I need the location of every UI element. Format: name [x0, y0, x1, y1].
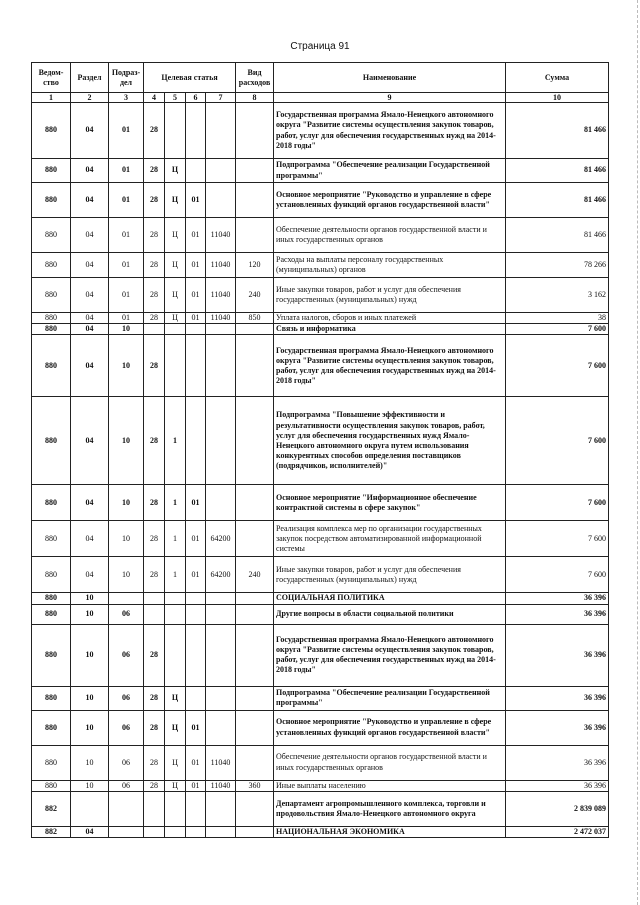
table-row — [32, 278, 609, 313]
cell-razdel: 10 — [71, 780, 109, 791]
cell-target-subprogram — [165, 335, 186, 397]
scan-edge — [634, 0, 638, 905]
cell-target-activity: 01 — [186, 278, 206, 313]
cell-expense-type — [236, 218, 274, 253]
cell-expense-type: 240 — [236, 557, 274, 593]
cell-name: Основное мероприятие "Руководство и управление в сфере установленных функций органов государственной власти" — [274, 183, 506, 218]
column-number: 6 — [186, 93, 206, 103]
cell-target-activity — [186, 335, 206, 397]
cell-expense-type — [236, 826, 274, 837]
cell-target-activity — [186, 103, 206, 159]
cell-expense-type: 850 — [236, 313, 274, 324]
cell-name: Государственная программа Ямало-Ненецкого автономного округа "Развитие системы осуществления закупок товаров, работ, услуг для обеспечения государственных нужд на 2014-2018 годы" — [274, 103, 506, 159]
cell-podrazdel: 10 — [109, 324, 144, 335]
cell-sum: 7 600 — [506, 521, 609, 557]
cell-target-subprogram: Ц — [165, 183, 186, 218]
cell-podrazdel: 01 — [109, 313, 144, 324]
cell-expense-type — [236, 686, 274, 710]
table-row — [32, 745, 609, 780]
cell-vedomstvo: 882 — [32, 791, 71, 826]
cell-target-activity: 01 — [186, 521, 206, 557]
cell-target-direction — [206, 335, 236, 397]
cell-target-subprogram: Ц — [165, 159, 186, 183]
cell-target-subprogram — [165, 826, 186, 837]
cell-razdel: 10 — [71, 604, 109, 624]
cell-razdel: 04 — [71, 324, 109, 335]
table-row — [32, 780, 609, 791]
cell-name: Основное мероприятие "Руководство и управление в сфере установленных функций органов государственной власти" — [274, 710, 506, 745]
cell-name: Подпрограмма "Повышение эффективности и результативности осуществления закупок товаров, работ, услуг для обеспечения государственных нужд Ямало-Ненецкого автономного округа путем использования конкурентных способов определения поставщиков (подрядчиков, исполнителей)" — [274, 397, 506, 485]
table-row — [32, 313, 609, 324]
cell-expense-type — [236, 593, 274, 604]
cell-target-subprogram — [165, 791, 186, 826]
cell-podrazdel: 06 — [109, 780, 144, 791]
cell-target-direction — [206, 710, 236, 745]
cell-name: Уплата налогов, сборов и иных платежей — [274, 313, 506, 324]
cell-name: Подпрограмма "Обеспечение реализации Государственной программы" — [274, 159, 506, 183]
cell-target-direction — [206, 183, 236, 218]
header-expense-type: Вид расходов — [236, 63, 274, 93]
column-number: 10 — [506, 93, 609, 103]
cell-name: Другие вопросы в области социальной политики — [274, 604, 506, 624]
table-row — [32, 557, 609, 593]
cell-expense-type — [236, 324, 274, 335]
cell-vedomstvo: 880 — [32, 253, 71, 278]
cell-sum: 36 396 — [506, 624, 609, 686]
cell-vedomstvo: 882 — [32, 826, 71, 837]
cell-sum: 2 472 037 — [506, 826, 609, 837]
table-row — [32, 686, 609, 710]
column-number: 5 — [165, 93, 186, 103]
cell-sum: 7 600 — [506, 485, 609, 521]
cell-name: Реализация комплекса мер по организации государственных закупок посредством автоматизированной информационной системы — [274, 521, 506, 557]
cell-target-subprogram: Ц — [165, 780, 186, 791]
table-row — [32, 335, 609, 397]
cell-target-direction: 11040 — [206, 253, 236, 278]
cell-target-subprogram — [165, 103, 186, 159]
table-row — [32, 324, 609, 335]
cell-podrazdel — [109, 593, 144, 604]
cell-sum: 36 396 — [506, 745, 609, 780]
cell-expense-type: 360 — [236, 780, 274, 791]
cell-expense-type — [236, 791, 274, 826]
cell-razdel — [71, 791, 109, 826]
cell-razdel: 10 — [71, 686, 109, 710]
cell-razdel: 04 — [71, 826, 109, 837]
table-row — [32, 604, 609, 624]
cell-name: НАЦИОНАЛЬНАЯ ЭКОНОМИКА — [274, 826, 506, 837]
cell-expense-type — [236, 397, 274, 485]
cell-razdel: 04 — [71, 253, 109, 278]
column-number: 8 — [236, 93, 274, 103]
cell-target-activity — [186, 604, 206, 624]
cell-target-program — [144, 826, 165, 837]
header-target-article: Целевая статья — [144, 63, 236, 93]
cell-sum: 7 600 — [506, 397, 609, 485]
table-row — [32, 103, 609, 159]
cell-sum: 7 600 — [506, 324, 609, 335]
cell-target-program: 28 — [144, 159, 165, 183]
cell-name: Основное мероприятие "Информационное обеспечение контрактной системы в сфере закупок" — [274, 485, 506, 521]
cell-target-direction — [206, 593, 236, 604]
cell-target-direction: 11040 — [206, 745, 236, 780]
cell-target-program: 28 — [144, 218, 165, 253]
cell-target-program: 28 — [144, 397, 165, 485]
cell-razdel: 04 — [71, 183, 109, 218]
cell-expense-type — [236, 103, 274, 159]
cell-expense-type — [236, 624, 274, 686]
cell-target-program: 28 — [144, 103, 165, 159]
cell-razdel: 10 — [71, 624, 109, 686]
cell-target-direction: 64200 — [206, 521, 236, 557]
column-number: 7 — [206, 93, 236, 103]
column-number: 4 — [144, 93, 165, 103]
cell-target-subprogram: Ц — [165, 710, 186, 745]
cell-expense-type — [236, 604, 274, 624]
cell-target-subprogram: Ц — [165, 313, 186, 324]
table-row — [32, 826, 609, 837]
cell-razdel: 04 — [71, 103, 109, 159]
cell-vedomstvo: 880 — [32, 780, 71, 791]
cell-target-activity: 01 — [186, 710, 206, 745]
cell-target-activity: 01 — [186, 485, 206, 521]
cell-podrazdel: 01 — [109, 218, 144, 253]
header-name: Наименование — [274, 63, 506, 93]
cell-sum: 78 266 — [506, 253, 609, 278]
cell-name: СОЦИАЛЬНАЯ ПОЛИТИКА — [274, 593, 506, 604]
cell-vedomstvo: 880 — [32, 557, 71, 593]
table-row — [32, 485, 609, 521]
header-sum: Сумма — [506, 63, 609, 93]
cell-razdel: 04 — [71, 159, 109, 183]
cell-target-program: 28 — [144, 710, 165, 745]
cell-target-direction: 11040 — [206, 313, 236, 324]
table-row — [32, 183, 609, 218]
cell-target-activity — [186, 826, 206, 837]
table-row — [32, 624, 609, 686]
cell-target-direction — [206, 324, 236, 335]
cell-target-program — [144, 791, 165, 826]
cell-target-activity — [186, 791, 206, 826]
cell-expense-type — [236, 485, 274, 521]
table-row — [32, 159, 609, 183]
cell-target-subprogram: 1 — [165, 397, 186, 485]
cell-name: Иные закупки товаров, работ и услуг для обеспечения государственных (муниципальных) нужд — [274, 278, 506, 313]
cell-name: Иные выплаты населению — [274, 780, 506, 791]
cell-target-subprogram: Ц — [165, 218, 186, 253]
cell-target-activity: 01 — [186, 218, 206, 253]
cell-target-activity — [186, 686, 206, 710]
cell-razdel: 04 — [71, 397, 109, 485]
cell-vedomstvo: 880 — [32, 521, 71, 557]
cell-target-subprogram — [165, 604, 186, 624]
cell-razdel: 04 — [71, 313, 109, 324]
column-number: 3 — [109, 93, 144, 103]
cell-target-activity — [186, 397, 206, 485]
cell-name: Обеспечение деятельности органов государственной власти и иных государственных органов — [274, 745, 506, 780]
cell-podrazdel: 06 — [109, 604, 144, 624]
cell-target-direction: 11040 — [206, 780, 236, 791]
cell-target-activity — [186, 159, 206, 183]
cell-target-direction: 11040 — [206, 218, 236, 253]
cell-target-program: 28 — [144, 780, 165, 791]
cell-target-direction — [206, 604, 236, 624]
cell-target-subprogram: 1 — [165, 521, 186, 557]
cell-target-subprogram — [165, 324, 186, 335]
cell-podrazdel: 10 — [109, 521, 144, 557]
cell-name: Расходы на выплаты персоналу государственных (муниципальных) органов — [274, 253, 506, 278]
cell-podrazdel: 06 — [109, 686, 144, 710]
header-row — [32, 63, 609, 93]
cell-sum: 36 396 — [506, 780, 609, 791]
table-row — [32, 593, 609, 604]
cell-target-subprogram: 1 — [165, 557, 186, 593]
cell-name: Связь и информатика — [274, 324, 506, 335]
cell-target-program: 28 — [144, 745, 165, 780]
cell-podrazdel: 10 — [109, 485, 144, 521]
cell-name: Иные закупки товаров, работ и услуг для обеспечения государственных (муниципальных) нужд — [274, 557, 506, 593]
cell-target-activity — [186, 324, 206, 335]
cell-target-direction — [206, 159, 236, 183]
cell-target-subprogram: Ц — [165, 686, 186, 710]
cell-sum: 2 839 089 — [506, 791, 609, 826]
cell-vedomstvo: 880 — [32, 218, 71, 253]
cell-target-activity: 01 — [186, 745, 206, 780]
cell-razdel: 04 — [71, 485, 109, 521]
cell-name: Департамент агропромышленного комплекса, торговли и продовольствия Ямало-Ненецкого автономного округа — [274, 791, 506, 826]
cell-target-program: 28 — [144, 313, 165, 324]
cell-target-program: 28 — [144, 183, 165, 218]
header-podrazdel: Подраз- дел — [109, 63, 144, 93]
table-row — [32, 791, 609, 826]
cell-target-direction — [206, 485, 236, 521]
cell-sum: 36 396 — [506, 686, 609, 710]
cell-vedomstvo: 880 — [32, 397, 71, 485]
cell-name: Государственная программа Ямало-Ненецкого автономного округа "Развитие системы осуществления закупок товаров, работ, услуг для обеспечения государственных нужд на 2014-2018 годы" — [274, 335, 506, 397]
cell-podrazdel: 10 — [109, 397, 144, 485]
cell-target-activity: 01 — [186, 183, 206, 218]
cell-target-activity: 01 — [186, 313, 206, 324]
cell-target-direction — [206, 397, 236, 485]
cell-podrazdel: 06 — [109, 710, 144, 745]
cell-target-subprogram — [165, 593, 186, 604]
cell-vedomstvo: 880 — [32, 485, 71, 521]
cell-podrazdel: 06 — [109, 624, 144, 686]
cell-target-program: 28 — [144, 557, 165, 593]
cell-podrazdel — [109, 791, 144, 826]
cell-expense-type — [236, 710, 274, 745]
cell-sum: 3 162 — [506, 278, 609, 313]
cell-razdel: 04 — [71, 557, 109, 593]
cell-podrazdel: 01 — [109, 103, 144, 159]
cell-name: Подпрограмма "Обеспечение реализации Государственной программы" — [274, 686, 506, 710]
cell-target-activity: 01 — [186, 557, 206, 593]
cell-target-program: 28 — [144, 686, 165, 710]
cell-target-program — [144, 604, 165, 624]
cell-sum: 36 396 — [506, 593, 609, 604]
cell-podrazdel — [109, 826, 144, 837]
cell-vedomstvo: 880 — [32, 710, 71, 745]
cell-sum: 81 466 — [506, 159, 609, 183]
cell-expense-type — [236, 521, 274, 557]
cell-target-program: 28 — [144, 624, 165, 686]
cell-vedomstvo: 880 — [32, 624, 71, 686]
cell-sum: 36 396 — [506, 604, 609, 624]
cell-target-subprogram: Ц — [165, 253, 186, 278]
cell-podrazdel: 01 — [109, 159, 144, 183]
cell-podrazdel: 10 — [109, 335, 144, 397]
cell-podrazdel: 01 — [109, 253, 144, 278]
cell-razdel: 04 — [71, 521, 109, 557]
cell-sum: 38 — [506, 313, 609, 324]
cell-razdel: 10 — [71, 745, 109, 780]
cell-target-program: 28 — [144, 485, 165, 521]
cell-podrazdel: 01 — [109, 278, 144, 313]
cell-name: Государственная программа Ямало-Ненецкого автономного округа "Развитие системы осуществления закупок товаров, работ, услуг для обеспечения государственных нужд на 2014-2018 годы" — [274, 624, 506, 686]
cell-target-program — [144, 324, 165, 335]
column-number: 2 — [71, 93, 109, 103]
cell-expense-type — [236, 159, 274, 183]
cell-target-activity — [186, 624, 206, 686]
table-row — [32, 218, 609, 253]
cell-vedomstvo: 880 — [32, 183, 71, 218]
cell-podrazdel: 01 — [109, 183, 144, 218]
cell-razdel: 04 — [71, 335, 109, 397]
cell-name: Обеспечение деятельности органов государственной власти и иных государственных органов — [274, 218, 506, 253]
page-number: Страница 91 — [290, 41, 350, 52]
header-vedomstvo: Ведом- ство — [32, 63, 71, 93]
cell-target-subprogram: Ц — [165, 278, 186, 313]
cell-target-direction — [206, 826, 236, 837]
cell-target-program — [144, 593, 165, 604]
cell-vedomstvo: 880 — [32, 335, 71, 397]
cell-expense-type — [236, 183, 274, 218]
cell-vedomstvo: 880 — [32, 745, 71, 780]
column-number: 1 — [32, 93, 71, 103]
cell-sum: 7 600 — [506, 335, 609, 397]
cell-target-direction — [206, 791, 236, 826]
cell-target-program: 28 — [144, 335, 165, 397]
cell-target-activity: 01 — [186, 253, 206, 278]
cell-target-direction: 64200 — [206, 557, 236, 593]
cell-sum: 81 466 — [506, 218, 609, 253]
cell-expense-type — [236, 335, 274, 397]
cell-target-direction: 11040 — [206, 278, 236, 313]
cell-razdel: 10 — [71, 593, 109, 604]
cell-expense-type: 240 — [236, 278, 274, 313]
cell-target-activity: 01 — [186, 780, 206, 791]
cell-vedomstvo: 880 — [32, 686, 71, 710]
header-razdel: Раздел — [71, 63, 109, 93]
cell-podrazdel: 10 — [109, 557, 144, 593]
budget-table — [31, 62, 609, 838]
cell-target-subprogram: Ц — [165, 745, 186, 780]
table-row — [32, 253, 609, 278]
cell-sum: 7 600 — [506, 557, 609, 593]
cell-target-program: 28 — [144, 278, 165, 313]
cell-vedomstvo: 880 — [32, 324, 71, 335]
cell-sum: 36 396 — [506, 710, 609, 745]
cell-podrazdel: 06 — [109, 745, 144, 780]
table-row — [32, 397, 609, 485]
cell-target-activity — [186, 593, 206, 604]
table-row — [32, 521, 609, 557]
column-number-row — [32, 93, 609, 103]
cell-expense-type: 120 — [236, 253, 274, 278]
cell-expense-type — [236, 745, 274, 780]
cell-vedomstvo: 880 — [32, 103, 71, 159]
cell-sum: 81 466 — [506, 103, 609, 159]
cell-razdel: 10 — [71, 710, 109, 745]
cell-razdel: 04 — [71, 218, 109, 253]
cell-target-direction — [206, 686, 236, 710]
table-body — [32, 103, 609, 838]
cell-razdel: 04 — [71, 278, 109, 313]
cell-sum: 81 466 — [506, 183, 609, 218]
cell-target-direction — [206, 103, 236, 159]
cell-target-subprogram: 1 — [165, 485, 186, 521]
cell-vedomstvo: 880 — [32, 278, 71, 313]
cell-vedomstvo: 880 — [32, 593, 71, 604]
cell-vedomstvo: 880 — [32, 159, 71, 183]
cell-vedomstvo: 880 — [32, 313, 71, 324]
column-number: 9 — [274, 93, 506, 103]
cell-target-direction — [206, 624, 236, 686]
table-row — [32, 710, 609, 745]
cell-target-program: 28 — [144, 521, 165, 557]
cell-vedomstvo: 880 — [32, 604, 71, 624]
cell-target-subprogram — [165, 624, 186, 686]
cell-target-program: 28 — [144, 253, 165, 278]
